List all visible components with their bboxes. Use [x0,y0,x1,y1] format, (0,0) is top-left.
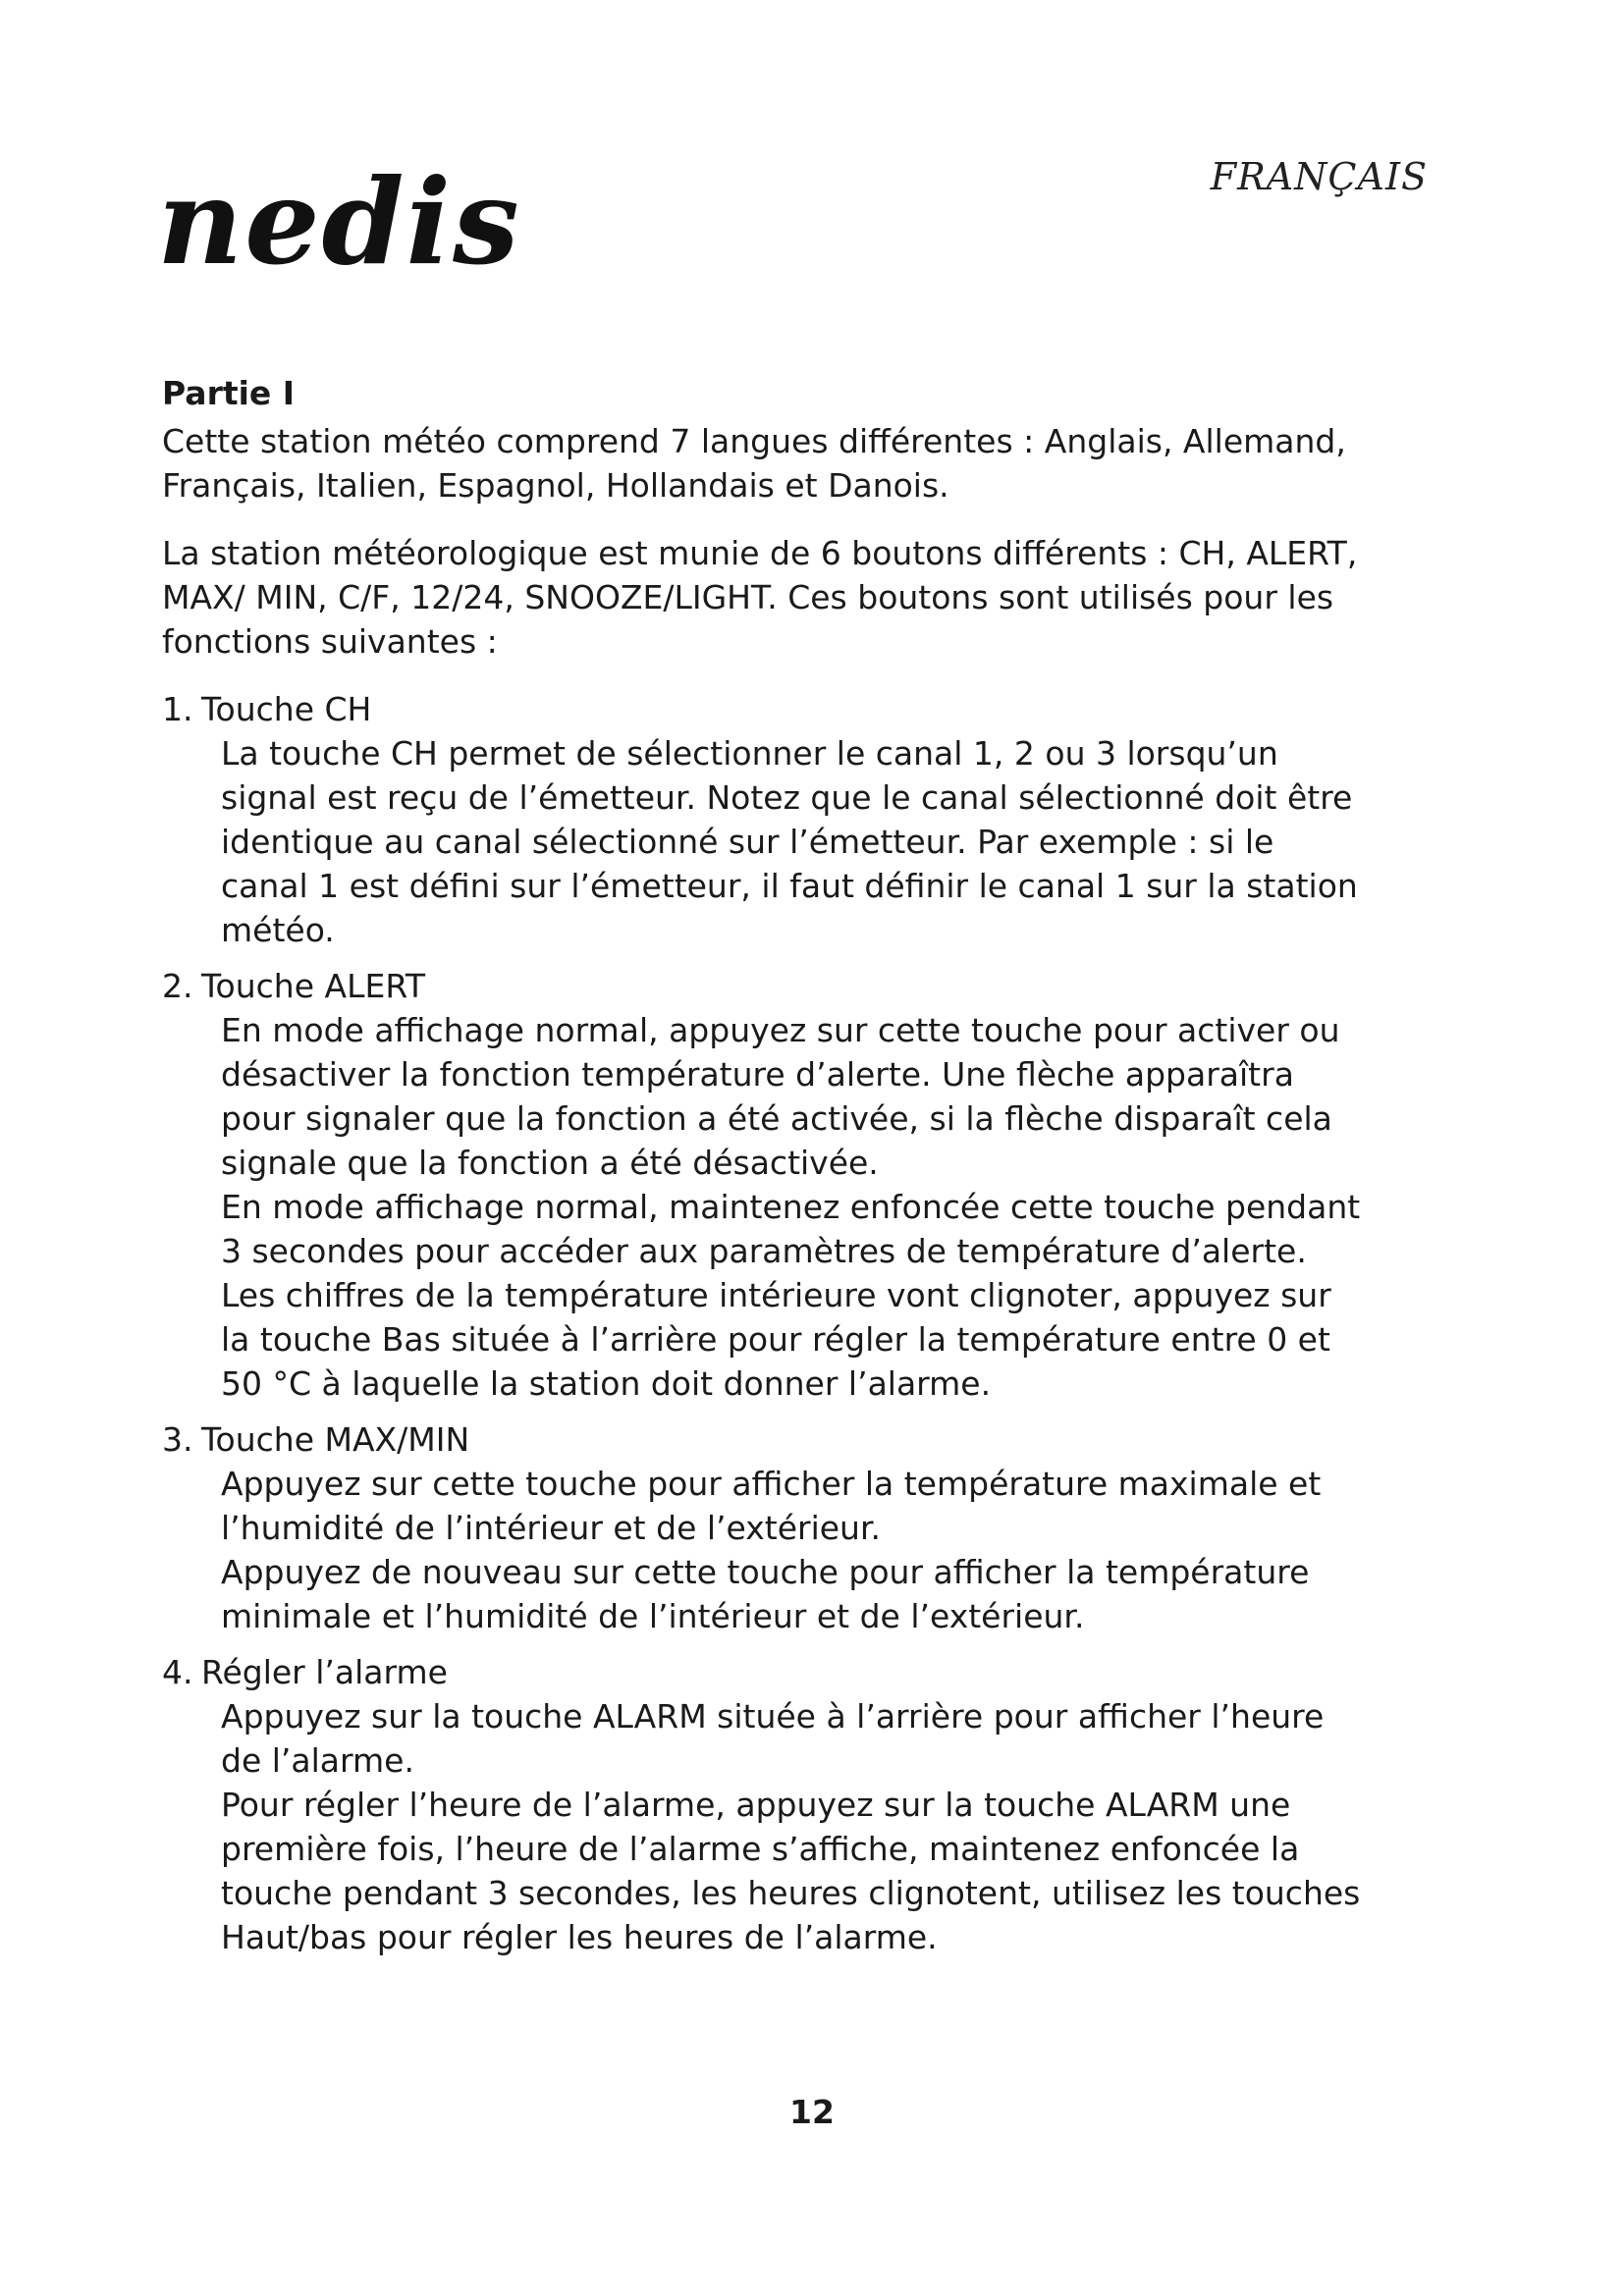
list-item-number: 2. [162,967,193,1005]
intro-paragraph-1: Cette station météo comprend 7 langues différentes : Anglais, Allemand, Français, Italien, Espagnol, Hollandais et Danois. [162,422,1346,505]
list-item-paragraph: La touche CH permet de sélectionner le canal 1, 2 ou 3 lorsqu’un signal est reçu de l’émetteur. Notez que le canal sélectionné doit être identique au canal sélectionné sur l’émetteur. Par exemple : si le canal 1 est défini sur l’émetteur, il faut définir le canal 1 sur la station météo. [221,734,1358,949]
list-item-touche-ch [162,687,1370,952]
list-item-paragraph: En mode affichage normal, appuyez sur cette touche pour activer ou désactiver la fonction température d’alerte. Une flèche apparaîtra pour signaler que la fonction a été activée, si la flèche disparaît cela signale que la fonction a été désactivée. [221,1011,1340,1182]
list-item-touche-alert [162,964,1370,1406]
list-item-title: Régler l’alarme [201,1653,448,1691]
section-title: Partie I [162,374,296,412]
list-item-paragraph: Appuyez sur la touche ALARM située à l’arrière pour afficher l’heure de l’alarme. [221,1697,1325,1780]
list-item-number: 3. [162,1420,193,1459]
list-item-paragraph: Appuyez sur cette touche pour afficher la température maximale et l’humidité de l’intérieur et de l’extérieur. [221,1465,1322,1547]
svg-text:nedis: nedis [157,153,521,292]
nedis-logo [157,147,609,294]
page-number: 12 [789,2093,835,2131]
list-item-regler-alarme [162,1650,1370,1959]
list-item-title: Touche ALERT [201,967,426,1005]
list-item-title: Touche MAX/MIN [201,1420,470,1459]
language-label: FRANÇAIS [1210,155,1428,198]
intro-paragraph-2: La station météorologique est munie de 6 boutons différents : CH, ALERT, MAX/ MIN, C/F, 12/24, SNOOZE/LIGHT. Ces boutons sont utilisés pour les fonctions suivantes : [162,534,1358,661]
list-item-title: Touche CH [201,690,372,728]
list-item-number: 4. [162,1653,193,1691]
document-body [162,371,1370,1971]
list-item-paragraph: En mode affichage normal, maintenez enfoncée cette touche pendant 3 secondes pour accéder aux paramètres de température d’alerte. Les chiffres de la température intérieure vont clignoter, appuyez sur la touche Bas située à l’arrière pour régler la température entre 0 et 50 °C à laquelle la station doit donner l’alarme. [221,1188,1361,1403]
list-item-touche-max-min [162,1417,1370,1638]
list-item-number: 1. [162,690,193,728]
list-item-paragraph: Pour régler l’heure de l’alarme, appuyez sur la touche ALARM une première fois, l’heure de l’alarme s’affiche, maintenez enfoncée la touche pendant 3 secondes, les heures clignotent, utilisez les touches Haut/bas pour régler les heures de l’alarme. [221,1786,1361,1956]
list-item-paragraph: Appuyez de nouveau sur cette touche pour afficher la température minimale et l’humidité de l’intérieur et de l’extérieur. [221,1553,1310,1635]
